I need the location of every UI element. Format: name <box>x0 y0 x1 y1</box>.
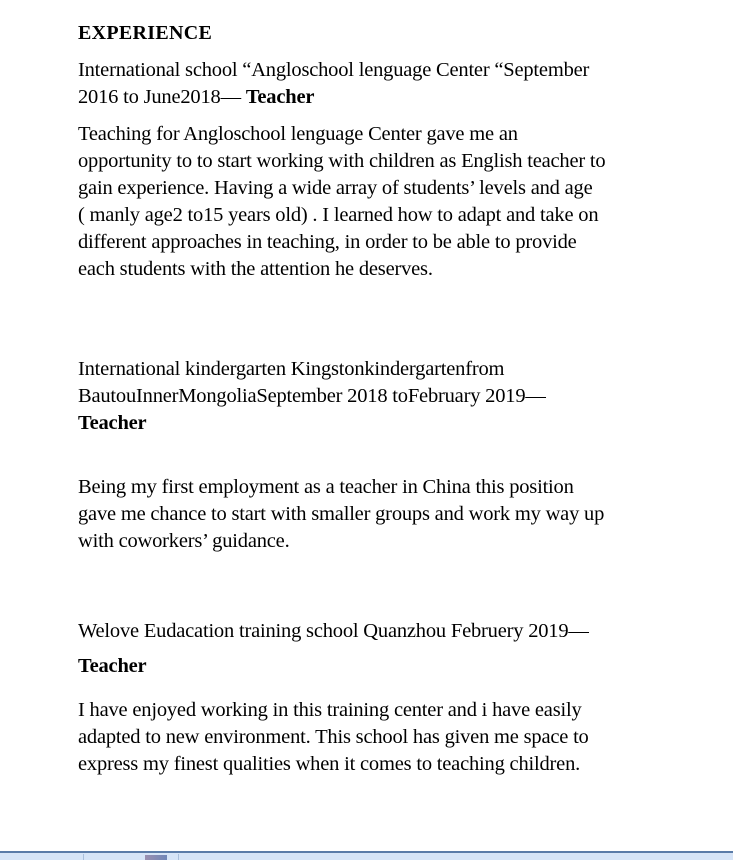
job-description-line: Teaching for Angloschool lenguage Center gave me an <box>78 123 518 145</box>
job-role: Teacher <box>245 86 315 108</box>
statusbar-view-button[interactable] <box>145 855 167 860</box>
job-description-line: gave me chance to start with smaller groups and work my way up <box>78 503 605 525</box>
job-description-line: I have enjoyed working in this training center and i have easily <box>78 699 582 721</box>
job-description-line: opportunity to to start working with children as English teacher to <box>78 150 606 172</box>
job-title-line: International school “Angloschool lenguage Center “September <box>78 59 590 81</box>
statusbar-separator <box>83 854 84 860</box>
job-description-line: gain experience. Having a wide array of students’ levels and age <box>78 177 593 199</box>
job-description-line: adapted to new environment. This school has given me space to <box>78 726 589 748</box>
statusbar-separator <box>178 854 179 860</box>
job-description-line: with coworkers’ guidance. <box>78 530 290 552</box>
job-dates: 2016 to June2018— <box>78 86 246 108</box>
job-description-line: different approaches in teaching, in order to be able to provide <box>78 231 577 253</box>
job-description-line: express my finest qualities when it comes to teaching children. <box>78 753 581 775</box>
job-role: Teacher <box>78 412 147 434</box>
job-description-line: Being my first employment as a teacher in China this position <box>78 476 574 498</box>
section-heading-experience: EXPERIENCE <box>78 22 213 44</box>
job-description-line: each students with the attention he deserves. <box>78 258 433 280</box>
job-title-line: Welove Eudacation training school Quanzhou Februery 2019— <box>78 620 589 642</box>
job-title-line <box>78 84 314 111</box>
job-title-line: BautouInnerMongoliaSeptember 2018 toFebruary 2019— <box>78 385 546 407</box>
job-description-line: ( manly age2 to15 years old) . I learned how to adapt and take on <box>78 204 599 226</box>
job-title-line: International kindergarten Kingstonkindergartenfrom <box>78 358 505 380</box>
job-role: Teacher <box>78 655 147 677</box>
status-bar <box>0 853 733 860</box>
